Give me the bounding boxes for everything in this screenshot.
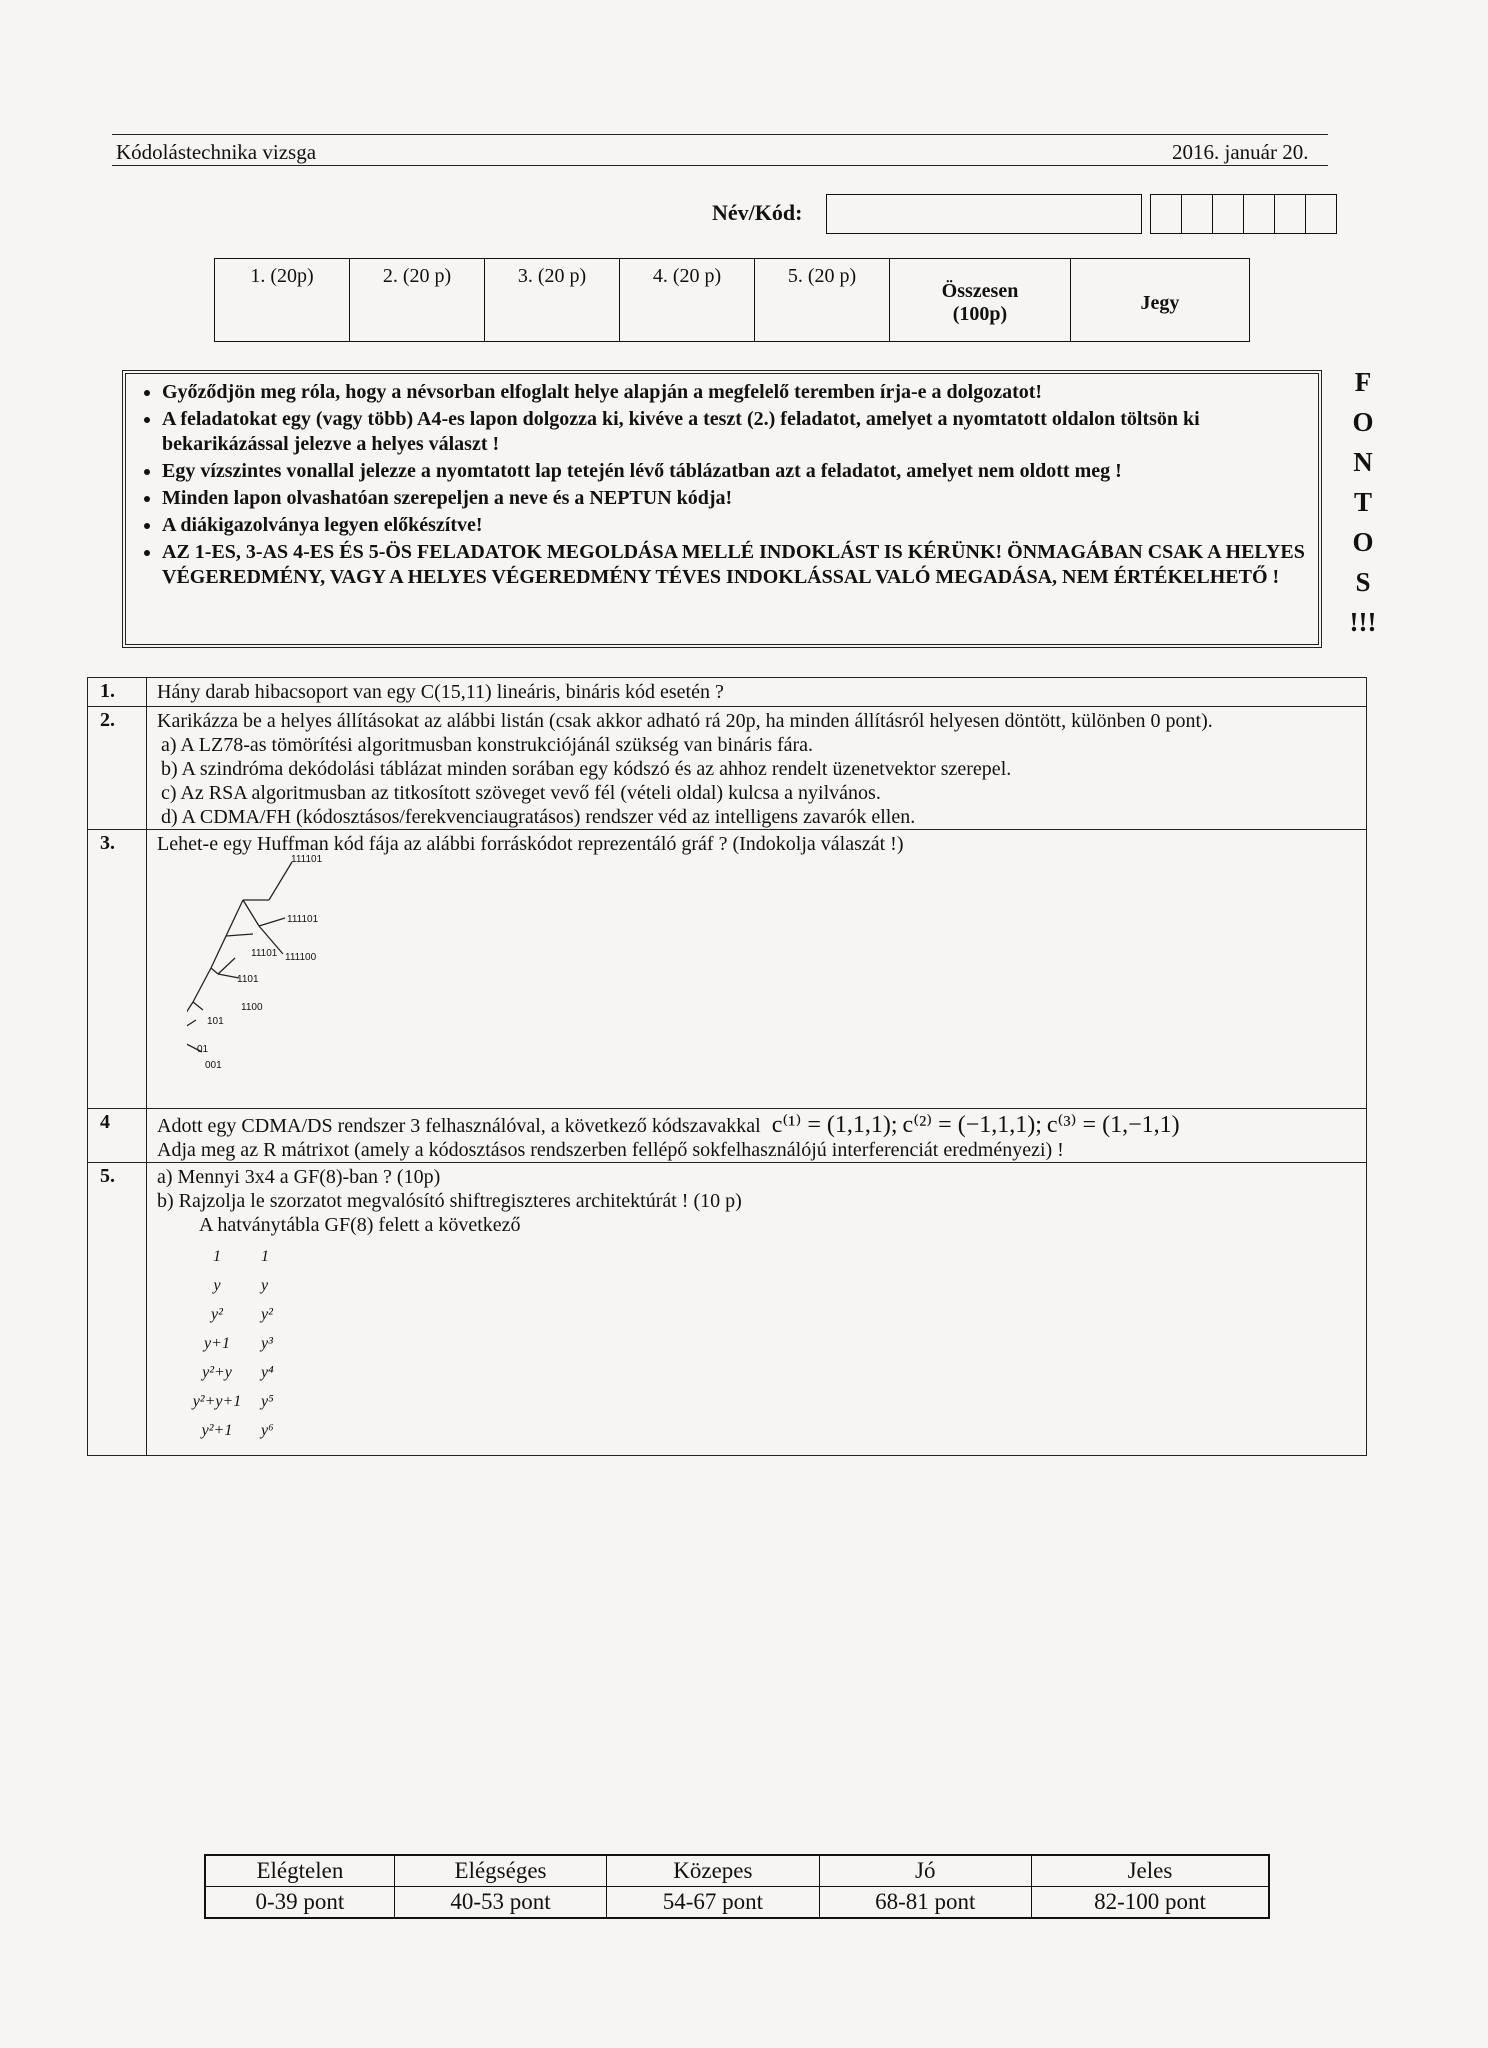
subtask-a: a) Mennyi 3x4 a GF(8)-ban ? (10p) <box>157 1166 441 1188</box>
tree-label: 111100 <box>285 952 317 963</box>
score-col-3[interactable]: 3. (20 p) <box>485 259 620 342</box>
fontos-letter: S <box>1355 567 1371 597</box>
grade-name: Elégséges <box>394 1855 606 1887</box>
task-number: 3. <box>88 830 147 1109</box>
task-row-5 <box>88 1163 1367 1456</box>
note-item: • AZ 1-ES, 3-AS 4-ES ÉS 5-ÖS FELADATOK MEGOLDÁSA MELLÉ INDOKLÁST IS KÉRÜNK! ÖNMAGÁBAN CSAK A HELYES VÉGEREDMÉNY, VAGY A HELYES VÉGEREDMÉNY TÉVES INDOKLÁSSAL VALÓ MEGADÁSA, NEM ÉRTÉKELHETŐ ! <box>162 540 1318 590</box>
header-top-rule <box>112 134 1328 135</box>
task-number: 5. <box>88 1163 147 1456</box>
total-cell[interactable] <box>890 259 1071 342</box>
note-item: • Minden lapon olvashatóan szerepeljen a neve és a NEPTUN kódja! <box>162 486 1318 511</box>
subtask-b: b) Rajzolja le szorzatot megvalósító shiftregiszteres architektúrát ! (10 p) <box>157 1190 742 1212</box>
codeword-3: c⁽³⁾ = (1,−1,1) <box>1046 1112 1180 1138</box>
power-entry: y <box>261 1277 269 1294</box>
task-body <box>147 707 1367 830</box>
power-entry: y² <box>261 1306 273 1323</box>
codeword-2: c⁽²⁾ = (−1,1,1); <box>902 1112 1042 1138</box>
fontos-letter: O <box>1352 527 1374 557</box>
grade-scale-table <box>204 1854 1270 1919</box>
note-item: • Egy vízszintes vonallal jelezze a nyomtatott lap tetején lévő táblázatban azt a feladatot, amelyet nem oldott meg ! <box>162 459 1318 484</box>
grade-name: Közepes <box>607 1855 819 1887</box>
header-bottom-rule <box>112 165 1328 166</box>
power-entry: y⁴ <box>261 1364 274 1381</box>
task-line-2: Adja meg az R mátrixot (amely a kódosztásos rendszerben fellépő sokfelhasználójú interferenciát eredményezi) ! <box>157 1139 1064 1161</box>
power-entry: 1 <box>261 1248 269 1265</box>
tree-label: 111101 <box>291 854 323 865</box>
power-entry: y⁵ <box>261 1393 274 1410</box>
tree-label: 11101 <box>251 948 278 959</box>
task-row-4 <box>88 1109 1367 1163</box>
poly-entry: y²+1 <box>201 1422 233 1439</box>
tree-label: 111101 <box>287 914 319 925</box>
tree-label: 01 <box>197 1044 209 1055</box>
task-line-1 <box>157 1113 1356 1138</box>
note-item: • A feladatokat egy (vagy több) A4-es lapon dolgozza ki, kivéve a teszt (2.) feladatot, amelyet a nyomtatott oldalon töltsön ki bekarikázással jelezve a helyes választ ! <box>162 407 1318 457</box>
grade-name: Jó <box>819 1855 1031 1887</box>
score-col-5[interactable]: 5. (20 p) <box>755 259 890 342</box>
tree-label: 1100 <box>241 1002 263 1013</box>
power-table-col-poly <box>185 1245 249 1439</box>
grade-cell[interactable]: Jegy <box>1071 259 1250 342</box>
fontos-letter: O <box>1352 407 1374 437</box>
grade-names-row <box>205 1855 1269 1887</box>
score-col-2[interactable]: 2. (20 p) <box>350 259 485 342</box>
note-item: • A diákigazolványa legyen előkészítve! <box>162 513 1318 538</box>
score-col-4[interactable]: 4. (20 p) <box>620 259 755 342</box>
total-points: (100p) <box>952 303 1008 325</box>
tree-label: 1101 <box>237 974 259 985</box>
task-number: 1. <box>88 678 147 707</box>
task-text: Lehet-e egy Huffman kód fája az alábbi forráskódot reprezentáló gráf ? (Indokolja válaszát !) <box>157 833 904 855</box>
grade-range: 0-39 pont <box>205 1887 394 1919</box>
poly-entry: y²+y+1 <box>192 1393 242 1410</box>
neptun-code-field[interactable] <box>1150 194 1337 234</box>
task-body <box>147 1163 1367 1456</box>
task-number: 4 <box>88 1109 147 1163</box>
important-list <box>140 380 1318 590</box>
grade-range: 40-53 pont <box>394 1887 606 1919</box>
total-label: Összesen <box>941 280 1019 302</box>
code-cell[interactable] <box>1213 194 1244 234</box>
task-row-1 <box>88 678 1367 707</box>
fontos-letter: T <box>1353 487 1372 517</box>
task-text: Hány darab hibacsoport van egy C(15,11) lineáris, bináris kód esetén ? <box>147 678 1367 707</box>
codeword-1: c⁽¹⁾ = (1,1,1); <box>771 1112 898 1138</box>
poly-entry: y <box>213 1277 221 1294</box>
code-cell[interactable] <box>1275 194 1306 234</box>
code-cell[interactable] <box>1244 194 1275 234</box>
fontos-letter: N <box>1353 447 1373 477</box>
task-body <box>147 830 1367 1109</box>
tasks-table <box>87 677 1367 1456</box>
task-body <box>147 1109 1367 1163</box>
score-col-1[interactable]: 1. (20p) <box>215 259 350 342</box>
fontos-letter: !!! <box>1349 607 1377 637</box>
important-notes-box <box>122 370 1322 648</box>
grade-name: Jeles <box>1031 1855 1269 1887</box>
huffman-tree-diagram <box>187 852 487 1102</box>
code-cell[interactable] <box>1306 194 1337 234</box>
code-cell[interactable] <box>1182 194 1213 234</box>
task-number: 2. <box>88 707 147 830</box>
power-entry: y⁶ <box>261 1422 274 1439</box>
statement-a[interactable]: a) A LZ78-as tömörítési algoritmusban konstrukciójánál szükség van bináris fára. <box>161 734 814 756</box>
note-item: • Győződjön meg róla, hogy a névsorban elfoglalt helye alapján a megfelelő teremben írja-e a dolgozatot! <box>162 380 1318 405</box>
grade-ranges-row <box>205 1887 1269 1919</box>
power-entry: y³ <box>261 1335 273 1352</box>
statement-b[interactable]: b) A szindróma dekódolási táblázat minden sorában egy kódszó és az ahhoz rendelt üzenetvektor szerepel. <box>161 758 1012 780</box>
power-table-intro: A hatványtábla GF(8) felett a következő <box>199 1214 521 1236</box>
task-text: Karikázza be a helyes állításokat az alábbi listán (csak akkor adható rá 20p, ha minden állításról helyesen döntött, különben 0 pont). <box>157 710 1213 732</box>
score-table <box>214 258 1250 342</box>
poly-entry: y²+y <box>202 1364 232 1381</box>
exam-date: 2016. január 20. <box>1172 140 1309 164</box>
fontos-side-label <box>1343 362 1383 642</box>
power-table <box>157 1245 1356 1439</box>
task-row-2 <box>88 707 1367 830</box>
tree-label: 001 <box>205 1060 222 1071</box>
name-code-label: Név/Kód: <box>712 200 803 225</box>
tree-label: 101 <box>207 1016 224 1027</box>
grade-range: 68-81 pont <box>819 1887 1031 1919</box>
poly-entry: y+1 <box>204 1335 230 1352</box>
name-field[interactable] <box>826 194 1142 234</box>
poly-entry: y² <box>211 1306 223 1323</box>
course-title: Kódolástechnika vizsga <box>116 140 317 164</box>
task-row-3 <box>88 830 1367 1109</box>
grade-range: 54-67 pont <box>607 1887 819 1919</box>
statement-c[interactable]: c) Az RSA algoritmusban az titkosított szöveget vevő fél (vételi oldal) kulcsa a nyilvános. <box>161 782 881 804</box>
task-text: Adott egy CDMA/DS rendszer 3 felhasználóval, a következő kódszavakkal <box>157 1115 761 1137</box>
fontos-letter: F <box>1354 367 1372 397</box>
grade-name: Elégtelen <box>205 1855 394 1887</box>
code-cell[interactable] <box>1150 194 1182 234</box>
grade-range: 82-100 pont <box>1031 1887 1269 1919</box>
power-table-col-power <box>249 1245 301 1439</box>
poly-entry: 1 <box>213 1248 221 1265</box>
statement-d[interactable]: d) A CDMA/FH (kódosztásos/ferekvenciaugratásos) rendszer véd az intelligens zavarók ellen. <box>161 806 916 828</box>
